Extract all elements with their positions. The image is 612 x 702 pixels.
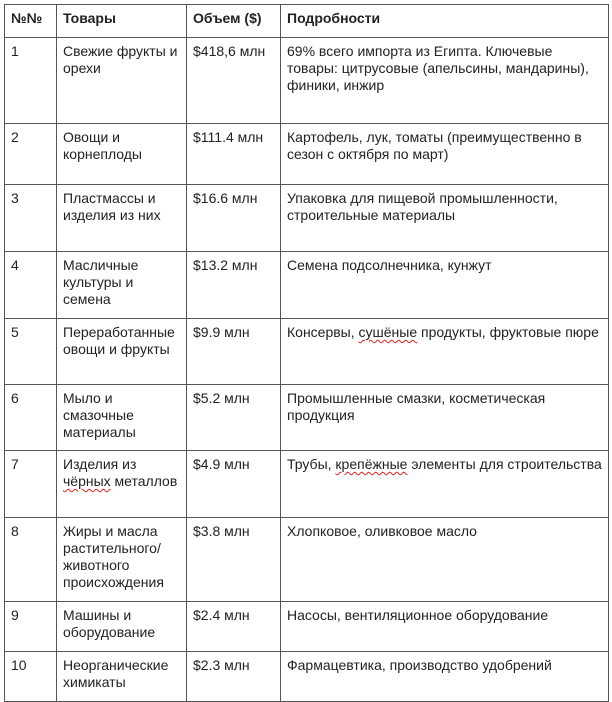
spellcheck-flagged-word[interactable]: сушёные	[358, 324, 418, 340]
table-row	[5, 38, 609, 124]
details-text: элементы для строительства	[407, 456, 602, 472]
cell-details	[281, 319, 609, 385]
cell-volume: $4.9 млн	[187, 451, 281, 518]
cell-goods: Машины и оборудование	[57, 602, 187, 652]
table-row	[5, 385, 609, 451]
cell-volume: $5.2 млн	[187, 385, 281, 451]
cell-number: 4	[5, 252, 57, 319]
header-number: №№	[5, 5, 57, 38]
cell-goods	[57, 451, 187, 518]
cell-number: 5	[5, 319, 57, 385]
cell-goods: Овощи и корнеплоды	[57, 124, 187, 185]
cell-number: 8	[5, 518, 57, 602]
cell-number: 6	[5, 385, 57, 451]
cell-volume: $9.9 млн	[187, 319, 281, 385]
goods-text: металлов	[110, 473, 178, 489]
cell-volume: $16.6 млн	[187, 185, 281, 252]
table-row	[5, 252, 609, 319]
header-details: Подробности	[281, 5, 609, 38]
cell-details: Упаковка для пищевой промышленности, строительные материалы	[281, 185, 609, 252]
details-text: продукты, фруктовые пюре	[417, 324, 599, 340]
cell-number: 3	[5, 185, 57, 252]
cell-number: 7	[5, 451, 57, 518]
cell-number: 1	[5, 38, 57, 124]
cell-volume: $2.3 млн	[187, 652, 281, 702]
goods-text: Изделия из	[63, 456, 137, 472]
table-row	[5, 185, 609, 252]
table-row	[5, 652, 609, 702]
cell-number: 10	[5, 652, 57, 702]
spellcheck-flagged-word[interactable]: чёрных	[63, 473, 111, 489]
cell-goods: Масличные культуры и семена	[57, 252, 187, 319]
cell-volume: $3.8 млн	[187, 518, 281, 602]
cell-goods: Мыло и смазочные материалы	[57, 385, 187, 451]
table-row	[5, 451, 609, 518]
cell-details: Фармацевтика, производство удобрений	[281, 652, 609, 702]
cell-number: 9	[5, 602, 57, 652]
cell-volume: $2.4 млн	[187, 602, 281, 652]
cell-details: Хлопковое, оливковое масло	[281, 518, 609, 602]
details-text: Трубы,	[287, 456, 336, 472]
cell-details	[281, 451, 609, 518]
spellcheck-flagged-word[interactable]: крепёжные	[335, 456, 408, 472]
cell-details: Промышленные смазки, косметическая продукция	[281, 385, 609, 451]
cell-volume: $13.2 млн	[187, 252, 281, 319]
cell-volume: $111.4 млн	[187, 124, 281, 185]
imports-table	[4, 4, 609, 702]
cell-volume: $418,6 млн	[187, 38, 281, 124]
header-goods: Товары	[57, 5, 187, 38]
table-row	[5, 602, 609, 652]
cell-details: 69% всего импорта из Египта. Ключевые товары: цитрусовые (апельсины, мандарины), финики, инжир	[281, 38, 609, 124]
cell-number: 2	[5, 124, 57, 185]
table-row	[5, 518, 609, 602]
table-row	[5, 124, 609, 185]
cell-goods: Свежие фрукты и орехи	[57, 38, 187, 124]
cell-goods: Переработанные овощи и фрукты	[57, 319, 187, 385]
cell-goods: Неорганические химикаты	[57, 652, 187, 702]
header-volume: Объем ($)	[187, 5, 281, 38]
cell-details: Семена подсолнечника, кунжут	[281, 252, 609, 319]
cell-goods: Пластмассы и изделия из них	[57, 185, 187, 252]
table-row	[5, 319, 609, 385]
table-header-row	[5, 5, 609, 38]
details-text: Консервы,	[287, 324, 359, 340]
cell-details: Насосы, вентиляционное оборудование	[281, 602, 609, 652]
cell-goods: Жиры и масла растительного/ животного происхождения	[57, 518, 187, 602]
cell-details: Картофель, лук, томаты (преимущественно в сезон с октября по март)	[281, 124, 609, 185]
